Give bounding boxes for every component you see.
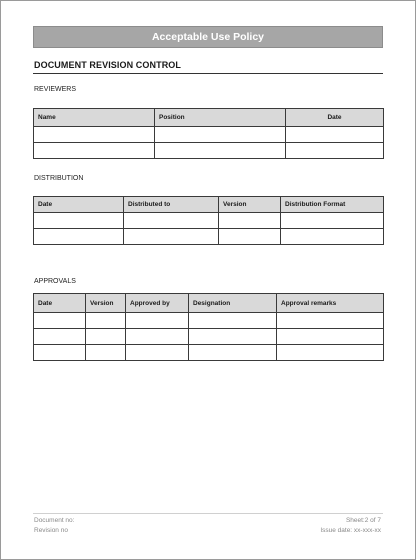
table-row bbox=[34, 313, 384, 329]
table-row bbox=[34, 213, 384, 229]
date-cell[interactable] bbox=[34, 229, 124, 245]
column-header: Date bbox=[286, 109, 384, 127]
column-header: Distributed to bbox=[124, 197, 219, 213]
approval-remarks-cell[interactable] bbox=[277, 329, 384, 345]
footer-divider bbox=[33, 513, 383, 514]
revision-number-label: Revision no bbox=[34, 527, 68, 534]
approvals-section-label: APPROVALS bbox=[34, 278, 76, 285]
policy-title-banner: Acceptable Use Policy bbox=[33, 26, 383, 48]
distributed-to-cell[interactable] bbox=[124, 229, 219, 245]
column-header: Approval remarks bbox=[277, 294, 384, 313]
table-row bbox=[34, 127, 384, 143]
column-header: Date bbox=[34, 294, 86, 313]
distribution-section-label: DISTRIBUTION bbox=[34, 175, 84, 182]
table-row bbox=[34, 345, 384, 361]
table-header-row bbox=[34, 294, 384, 313]
column-header: Name bbox=[34, 109, 155, 127]
reviewers-section-label: REVIEWERS bbox=[34, 86, 77, 93]
name-cell[interactable] bbox=[34, 127, 155, 143]
column-header: Distribution Format bbox=[281, 197, 384, 213]
version-cell[interactable] bbox=[86, 313, 126, 329]
designation-cell[interactable] bbox=[189, 329, 277, 345]
distribution-format-cell[interactable] bbox=[281, 229, 384, 245]
document-number-label: Document no: bbox=[34, 517, 75, 524]
column-header: Designation bbox=[189, 294, 277, 313]
table-header-row bbox=[34, 109, 384, 127]
designation-cell[interactable] bbox=[189, 345, 277, 361]
version-cell[interactable] bbox=[219, 229, 281, 245]
column-header: Version bbox=[219, 197, 281, 213]
table-row bbox=[34, 329, 384, 345]
approval-remarks-cell[interactable] bbox=[277, 345, 384, 361]
approved-by-cell[interactable] bbox=[126, 313, 189, 329]
reviewers-table bbox=[33, 108, 384, 159]
name-cell[interactable] bbox=[34, 143, 155, 159]
column-header: Position bbox=[155, 109, 286, 127]
distribution-format-cell[interactable] bbox=[281, 213, 384, 229]
table-row bbox=[34, 143, 384, 159]
column-header: Approved by bbox=[126, 294, 189, 313]
distribution-table bbox=[33, 196, 384, 245]
table-header-row bbox=[34, 197, 384, 213]
version-cell[interactable] bbox=[86, 345, 126, 361]
position-cell[interactable] bbox=[155, 127, 286, 143]
column-header: Version bbox=[86, 294, 126, 313]
date-cell[interactable] bbox=[34, 213, 124, 229]
title-underline bbox=[33, 73, 383, 74]
date-cell[interactable] bbox=[286, 127, 384, 143]
column-header: Date bbox=[34, 197, 124, 213]
page-title: DOCUMENT REVISION CONTROL bbox=[34, 60, 182, 70]
date-cell[interactable] bbox=[34, 345, 86, 361]
distributed-to-cell[interactable] bbox=[124, 213, 219, 229]
approvals-table bbox=[33, 293, 384, 361]
date-cell[interactable] bbox=[34, 313, 86, 329]
version-cell[interactable] bbox=[219, 213, 281, 229]
version-cell[interactable] bbox=[86, 329, 126, 345]
table-row bbox=[34, 229, 384, 245]
approved-by-cell[interactable] bbox=[126, 345, 189, 361]
date-cell[interactable] bbox=[34, 329, 86, 345]
date-cell[interactable] bbox=[286, 143, 384, 159]
designation-cell[interactable] bbox=[189, 313, 277, 329]
sheet-number: Sheet:2 of 7 bbox=[345, 517, 381, 524]
approval-remarks-cell[interactable] bbox=[277, 313, 384, 329]
issue-date: Issue date: xx-xxx-xx bbox=[320, 527, 381, 534]
approved-by-cell[interactable] bbox=[126, 329, 189, 345]
position-cell[interactable] bbox=[155, 143, 286, 159]
